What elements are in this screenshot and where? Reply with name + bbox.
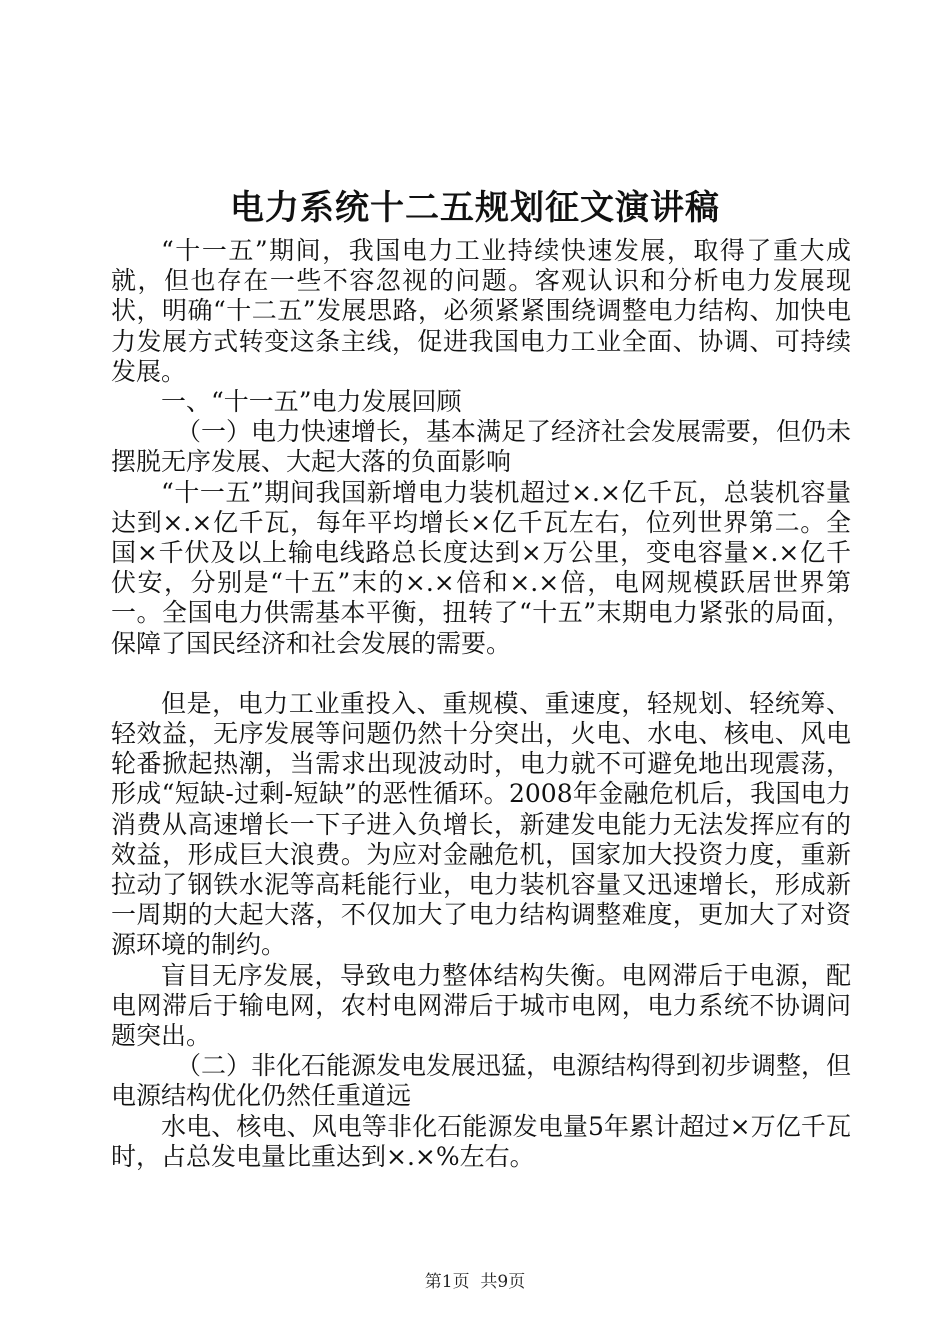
page-total: 共9页 [480, 1272, 526, 1292]
section-heading-1: 一、“十一五”电力发展回顾 [161, 387, 462, 417]
paragraph-growth: “十一五”期间我国新增电力装机超过×.×亿千瓦，总装机容量达到×.×亿千瓦，每年平均增长×亿千瓦左右，位列世界第二。全国×千伏及以上输电线路总长度达到×万公里，变电容量×.×亿千伏安，分别是“十五”末的×.×倍和×.×倍，电网规模跃居世界第一。全国电力供需基本平衡，扭转了“十五”末期电力紧张的局面，保障了国民经济和社会发展的需要。 [111, 477, 851, 658]
subsection-heading-1: （一）电力快速增长，基本满足了经济社会发展需要，但仍未摆脱无序发展、大起大落的负面影响 [111, 417, 852, 477]
subsection-heading-2: （二）非化石能源发电发展迅猛，电源结构得到初步调整，但电源结构优化仍然任重道远 [111, 1051, 852, 1111]
document-title: 电力系统十二五规划征文演讲稿 [230, 188, 720, 228]
paragraph-imbalance: 盲目无序发展，导致电力整体结构失衡。电网滞后于电源，配电网滞后于输电网，农村电网滞后于城市电网，电力系统不协调问题突出。 [111, 960, 851, 1051]
paragraph-problems: 但是，电力工业重投入、重规模、重速度，轻规划、轻统筹、轻效益，无序发展等问题仍然十分突出，火电、水电、核电、风电轮番掀起热潮，当需求出现波动时，电力就不可避免地出现震荡，形成“短缺-过剩-短缺”的恶性循环。2008年金融危机后，我国电力消费从高速增长一下子进入负增长，新建发电能力无法发挥应有的效益，形成巨大浪费。为应对金融危机，国家加大投资力度，重新拉动了钢铁水泥等高耗能行业，电力装机容量又迅速增长，形成新一周期的大起大落，不仅加大了电力结构调整难度，更加大了对资源环境的制约。 [111, 688, 851, 960]
page-number: 第1页 [424, 1272, 470, 1292]
document-body [111, 236, 851, 1172]
footer-separator [470, 1272, 481, 1292]
paragraph-non-fossil: 水电、核电、风电等非化石能源发电量5年累计超过×万亿千瓦时，占总发电量比重达到×.×%左右。 [111, 1111, 851, 1171]
page-footer [0, 1270, 950, 1294]
paragraph-intro: “十一五”期间，我国电力工业持续快速发展，取得了重大成就，但也存在一些不容忽视的问题。客观认识和分析电力发展现状，明确“十二五”发展思路，必须紧紧围绕调整电力结构、加快电力发展方式转变这条主线，促进我国电力工业全面、协调、可持续发展。 [111, 236, 851, 386]
